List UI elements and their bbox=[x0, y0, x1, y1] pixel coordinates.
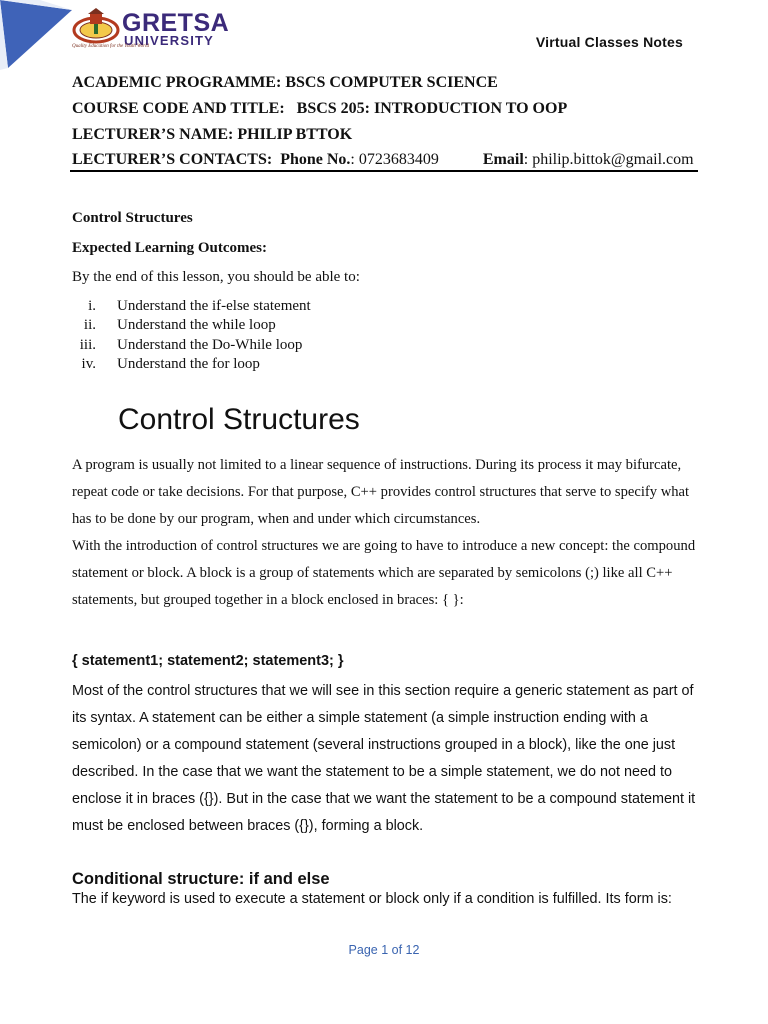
list-item-number: iv. bbox=[81, 355, 96, 372]
programme-value: BSCS COMPUTER SCIENCE bbox=[285, 74, 498, 91]
topic-heading: Control Structures bbox=[72, 210, 193, 226]
conditional-heading: Conditional structure: if and else bbox=[72, 870, 330, 888]
email-label: Email bbox=[482, 151, 524, 168]
list-item-text: Understand the for loop bbox=[117, 355, 260, 372]
lecturer-value: PHILIP BTTOK bbox=[237, 126, 353, 143]
list-item-text: Understand the while loop bbox=[117, 317, 276, 334]
paragraph-block: With the introduction of control structures we are going to have to introduce a new concept: the compound statement or block. A block is a group of statements which are separated by semicolons (;) like all C++ statements, but grouped together in a block enclosed in braces: { }: bbox=[72, 538, 696, 608]
list-item-number: i. bbox=[88, 298, 96, 314]
list-item bbox=[72, 336, 303, 355]
contacts-label: LECTURER’S CONTACTS: bbox=[72, 151, 273, 168]
list-item bbox=[72, 297, 311, 316]
lecturer-label: LECTURER’S NAME: bbox=[72, 126, 234, 143]
code-example: { statement1; statement2; statement3; } bbox=[72, 653, 344, 669]
list-item-text: Understand the Do-While loop bbox=[117, 336, 303, 353]
course-code-value: BSCS 205: INTRODUCTION TO OOP bbox=[296, 100, 568, 117]
phone-value: : 0723683409 bbox=[350, 151, 439, 168]
list-item-text: Understand the if-else statement bbox=[117, 298, 311, 314]
course-code-line bbox=[72, 99, 567, 119]
virtual-classes-notes-title: Virtual Classes Notes bbox=[535, 34, 683, 50]
paragraph-if: The if keyword is used to execute a statement or block only if a condition is fulfilled. Its form is: bbox=[72, 891, 672, 907]
logo-tagline: Quality Education for the Youth World bbox=[72, 44, 149, 49]
logo-name: GRETSA bbox=[122, 9, 230, 37]
contacts-line bbox=[72, 150, 694, 170]
list-item bbox=[72, 316, 276, 335]
list-item-number: ii. bbox=[83, 317, 96, 334]
outcomes-heading: Expected Learning Outcomes: bbox=[72, 240, 267, 256]
paragraph-intro: A program is usually not limited to a linear sequence of instructions. During its process it may bifurcate, repeat code or take decisions. For that purpose, C++ provides control structures that serve to specify what has to be done by our program, when and under which circumstances. bbox=[72, 457, 690, 527]
page-number: Page 1 of 12 bbox=[348, 943, 420, 957]
outcomes-list bbox=[72, 297, 311, 374]
section-title: Control Structures bbox=[118, 403, 360, 436]
list-item bbox=[72, 355, 260, 374]
crest-icon bbox=[72, 8, 120, 44]
corner-decoration bbox=[0, 0, 80, 70]
programme-label: ACADEMIC PROGRAMME: bbox=[72, 74, 282, 91]
programme-line bbox=[72, 73, 498, 93]
phone-label: Phone No. bbox=[280, 151, 351, 168]
list-item-number: iii. bbox=[79, 336, 96, 353]
course-code-label: COURSE CODE AND TITLE: bbox=[72, 100, 285, 117]
paragraph-statement: Most of the control structures that we will see in this section require a generic statement as part of its syntax. A statement can be either a simple statement (a simple instruction ending with a semicolon) or a compound statement (several instructions grouped in a block), like the one just described. In the case that we want the statement to be a simple statement, we do not need to enclose it in braces ({}). But in the case that we want the statement to be a compound statement it must be enclosed between braces ({}), forming a block. bbox=[72, 683, 696, 834]
email-value[interactable]: : philip.bittok@gmail.com bbox=[523, 151, 694, 168]
university-logo bbox=[72, 8, 237, 52]
logo-sub: UNIVERSITY bbox=[124, 33, 215, 48]
outcomes-lead: By the end of this lesson, you should be able to: bbox=[72, 269, 360, 285]
lecturer-line bbox=[72, 125, 352, 145]
header-divider bbox=[70, 170, 698, 172]
